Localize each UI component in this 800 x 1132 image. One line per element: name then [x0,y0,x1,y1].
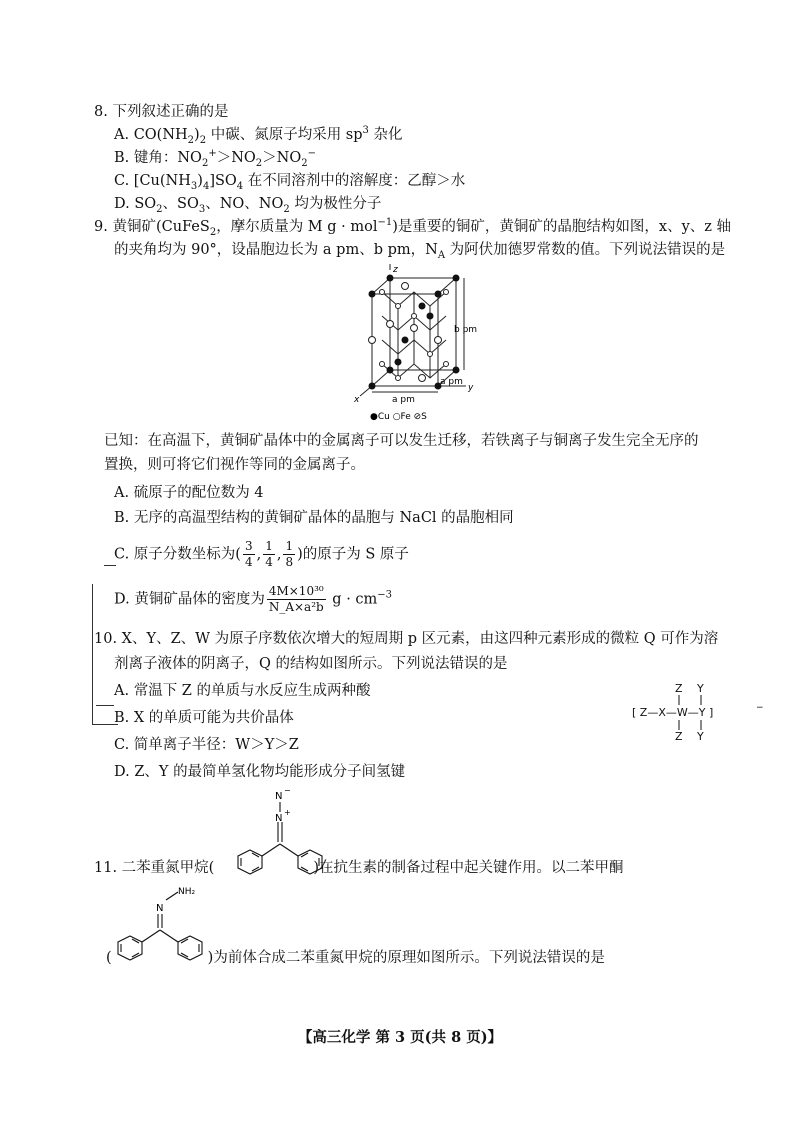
diazo-n-terminal-charge: − [284,786,291,795]
q9-option-d: D. 黄铜矿晶体的密度为 $\frac{\text{4M×10³⁰}}{\text{N\_A×a²b}}$ $g \cdot cm^{-3}$ [114,584,393,614]
diazo-n-terminal: N [275,791,283,802]
q10-option-a: A. 常温下 Z 的单质与水反应生成两种酸 [114,683,371,699]
struct-charge: − [756,703,764,713]
struct-bottom-y: Y [697,730,704,743]
q9-note-line1: 已知：在高温下，黄铜矿晶体中的金属离子可以发生迁移，若铁离子与铜离子发生完全无序的 [104,433,699,449]
q10-option-c: C. 简单离子半径：W＞Y＞Z [114,737,299,753]
crystal-cell-figure [352,262,492,424]
hydrazone-n: N [156,903,164,914]
pen-mark-option-c [104,565,116,566]
x-axis-label: x [354,395,360,405]
q8-option-a: A. $CO(NH_2)_2$ 中碳、氮原子均采用 $sp^3$ 杂化 [114,125,403,146]
b-dimension-label: b pm [454,325,478,335]
a-dimension-label-bottom: a pm [392,395,415,405]
q10-stem-line1: 10. X、Y、Z、W 为原子序数依次增大的短周期 p 区元素，由这四种元素形成的微粒 Q 可作为溶 [94,631,719,647]
struct-top-z: Z [675,682,683,695]
q9-option-a: A. 硫原子的配位数为 4 [114,485,264,501]
diazo-n-central: N [275,813,283,824]
q10-stem-line2: 剂离子液体的阴离子，Q 的结构如图所示。下列说法错误的是 [114,656,508,672]
q9-option-c: C. 原子分数坐标为( $\frac{3}{4}$ , $\frac{1}{4}$ , $\frac{1}{8}$ )的原子为 S 原子 [114,539,409,569]
q9-stem-line2: 的夹角均为 90°，设晶胞边长为 a pm、b pm，$N_A$ 为阿伏加德罗常数的值。下列说法错误的是 [114,242,726,261]
pen-mark-option-a [96,705,114,706]
q10-option-b: B. X 的单质可能为共价晶体 [114,710,294,726]
q11-stem-line2: ( )为前体合成二苯重氮甲烷的原理如图所示。下列说法错误的是 [106,950,605,966]
q11-stem-line1: 11. 二苯重氮甲烷( )在抗生素的制备过程中起关键作用。以二苯甲酮 [94,860,624,876]
z-axis-label: z [393,265,398,275]
q8-option-d: D. $SO_2$、$SO_3$、NO、$NO_2$ 均为极性分子 [114,196,382,215]
q9-option-b: B. 无序的高温型结构的黄铜矿晶体的晶胞与 NaCl 的晶胞相同 [114,510,514,526]
hydrazone-nh2: NH₂ [178,887,196,897]
q10-anion-structure [622,680,772,744]
q8-option-b: B. 键角：$NO_2^+>NO_2>NO_2^-$ [114,148,317,169]
struct-top-y: Y [697,682,704,695]
q8-stem: 8. 下列叙述正确的是 [94,104,229,120]
page-footer: 【高三化学 第 3 页(共 8 页)】 [297,1029,503,1046]
pen-mark-vertical [92,584,93,724]
a-dimension-label-right: a pm [440,377,463,387]
y-axis-label: y [468,383,474,393]
diazo-n-central-charge: + [284,808,291,817]
struct-bottom-z: Z [675,730,683,743]
q8-option-c: C. $[Cu(NH_3)_4]SO_4$ 在不同溶剂中的溶解度：乙醇＞水 [114,173,466,192]
q9-stem-line1: 9. 黄铜矿(CuFeS$_2$，摩尔质量为 M g · mol$^{-1}$)是重要的铜矿，黄铜矿的晶胞结构如图，x、y、z 轴 [94,217,732,238]
q10-option-d: D. Z、Y 的最简单氢化物均能形成分子间氢键 [114,764,406,780]
struct-main-row: [ Z—X—W—Y ] [632,706,714,719]
q9-note-line2: 置换，则可将它们视作等同的金属离子。 [104,457,365,473]
figure-legend: ●Cu ○Fe ⊘S [370,412,427,422]
